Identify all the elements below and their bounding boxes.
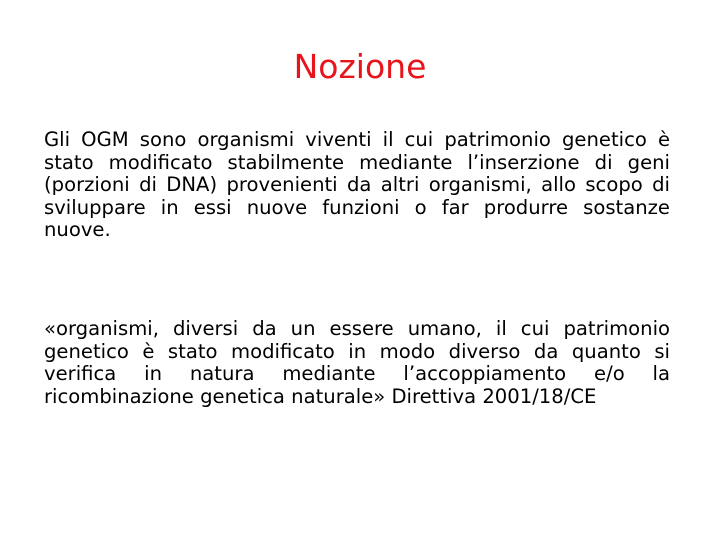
definition-paragraph: Gli OGM sono organismi viventi il cui patrimonio genetico è stato modificato stabilmente mediante l’inserzione di geni (porzioni di DNA) provenienti da altri organismi, allo scopo di sviluppare in essi nuove funzioni o far produrre sostanze nuove. — [44, 128, 670, 242]
directive-quote-paragraph: «organismi, diversi da un essere umano, il cui patrimonio genetico è stato modificato in modo diverso da quanto si verifica in natura mediante l’accoppiamento e/o la ricombinazione genetica naturale» Direttiva 2001/18/CE — [44, 317, 670, 408]
slide-title: Nozione — [293, 47, 427, 86]
